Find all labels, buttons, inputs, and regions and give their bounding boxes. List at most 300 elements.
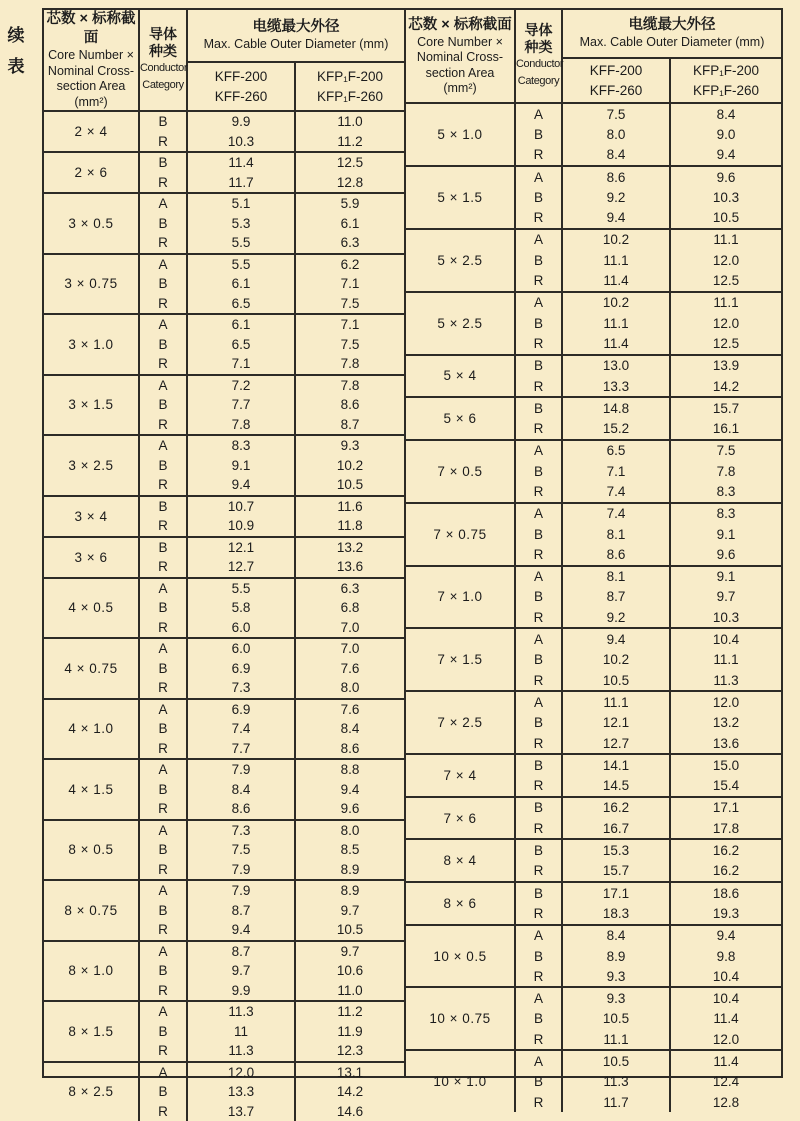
kfpf-diameter-cell: 5.9 [295, 193, 404, 214]
conductor-category-cell: B [139, 840, 187, 860]
kff-diameter-cell: 7.3 [187, 678, 295, 699]
conductor-category-cell: R [515, 333, 562, 354]
max-diameter-header [562, 10, 781, 58]
conductor-category-cell: R [139, 516, 187, 537]
conductor-category-cell: B [515, 797, 562, 818]
core-size-cell: 3 × 4 [44, 496, 139, 537]
conductor-category-cell: B [515, 882, 562, 903]
kff-diameter-cell: 15.2 [562, 418, 670, 439]
kfpf-diameter-cell: 8.0 [295, 820, 404, 841]
kff-diameter-cell: 12.7 [187, 557, 295, 578]
kff-diameter-cell: 6.9 [187, 699, 295, 720]
kff-diameter-cell: 9.2 [562, 187, 670, 207]
kff-diameter-cell: 6.0 [187, 638, 295, 659]
table-row [406, 754, 781, 775]
conductor-category-cell: B [139, 659, 187, 679]
conductor-category-cell: B [515, 355, 562, 376]
kfpf-diameter-cell: 9.3 [295, 435, 404, 456]
table-row [406, 987, 781, 1008]
kff-diameter-cell: 11.3 [187, 1041, 295, 1062]
core-size-cell: 3 × 1.0 [44, 314, 139, 375]
kff-diameter-cell: 14.1 [562, 754, 670, 775]
table-left-half [44, 10, 404, 1076]
kfpf-diameter-cell: 7.6 [295, 659, 404, 679]
kfpf-diameter-cell: 17.8 [670, 818, 781, 839]
size-group [406, 1050, 781, 1112]
kfpf-diameter-cell: 7.5 [670, 440, 781, 461]
conductor-category-cell: R [139, 678, 187, 699]
kff-diameter-cell: 16.2 [562, 797, 670, 818]
size-group [406, 925, 781, 988]
size-group [406, 882, 781, 925]
size-group [44, 496, 404, 537]
kfpf-diameter-cell: 14.2 [295, 1082, 404, 1102]
kff-diameter-cell: 9.9 [187, 111, 295, 132]
core-size-cell: 3 × 6 [44, 537, 139, 578]
conductor-category-cell: A [139, 578, 187, 599]
conductor-category-cell: R [139, 618, 187, 639]
conductor-category-cell: R [515, 861, 562, 882]
kfpf-diameter-cell: 9.1 [670, 566, 781, 587]
kff-diameter-cell: 12.7 [562, 733, 670, 754]
conductor-category-cell: R [139, 173, 187, 194]
kfpf-diameter-cell: 10.3 [670, 607, 781, 628]
max-diameter-header [187, 10, 404, 62]
size-group [406, 628, 781, 691]
conductor-category-cell: R [139, 799, 187, 820]
table-header [406, 10, 781, 103]
kfpf-diameter-cell: 12.3 [295, 1041, 404, 1062]
conductor-category-cell: R [139, 860, 187, 881]
conductor-category-cell: B [139, 335, 187, 355]
kfpf-diameter-cell: 8.9 [295, 860, 404, 881]
conductor-category-cell: A [515, 925, 562, 946]
conductor-category-cell: A [139, 759, 187, 780]
kfpf-diameter-cell: 13.6 [670, 733, 781, 754]
conductor-category-cell: B [515, 187, 562, 207]
kfpf-diameter-cell: 8.9 [295, 880, 404, 901]
conductor-category-cell: A [139, 435, 187, 456]
conductor-category-cell: R [515, 418, 562, 439]
table-row [44, 820, 404, 841]
kff-diameter-cell: 5.5 [187, 233, 295, 254]
conductor-category-cell: R [515, 1092, 562, 1112]
kfpf-diameter-cell: 11.8 [295, 516, 404, 537]
conductor-category-cell: A [515, 1050, 562, 1071]
kff-diameter-cell: 11.3 [187, 1001, 295, 1022]
core-size-cell: 8 × 6 [406, 882, 515, 925]
kfpf-diameter-cell: 9.7 [295, 941, 404, 962]
conductor-category-cell: A [515, 691, 562, 712]
kff-diameter-cell: 18.3 [562, 903, 670, 924]
size-group [44, 254, 404, 315]
kff-diameter-cell: 14.8 [562, 397, 670, 418]
size-group [44, 314, 404, 375]
kff-diameter-cell: 11.1 [562, 313, 670, 333]
size-group [44, 537, 404, 578]
kfpf-diameter-cell: 7.5 [295, 294, 404, 315]
kff-diameter-cell: 11.7 [562, 1092, 670, 1112]
conductor-category-cell: R [139, 1041, 187, 1062]
kfpf-diameter-cell: 16.2 [670, 839, 781, 860]
kff-diameter-cell: 7.1 [562, 461, 670, 481]
kfpf-diameter-cell: 8.3 [670, 481, 781, 502]
kff-diameter-cell: 7.4 [562, 503, 670, 524]
kff-diameter-cell: 7.7 [187, 395, 295, 415]
table-row [406, 440, 781, 461]
kfpf-diameter-cell: 12.5 [295, 152, 404, 173]
kff-diameter-cell: 8.7 [187, 941, 295, 962]
kfpf-diameter-cell: 12.0 [670, 313, 781, 333]
kfpf-diameter-cell: 11.3 [670, 670, 781, 691]
kff-diameter-cell: 9.9 [187, 981, 295, 1002]
kfpf-diameter-cell: 8.6 [295, 395, 404, 415]
kff-diameter-cell: 13.3 [187, 1082, 295, 1102]
conductor-category-cell: R [515, 776, 562, 797]
core-size-cell: 8 × 2.5 [44, 1062, 139, 1121]
kff-diameter-cell: 11.4 [562, 333, 670, 354]
kff-diameter-cell: 10.2 [562, 229, 670, 250]
kfpf-diameter-cell: 9.7 [670, 587, 781, 607]
cable-diameter-spec-table [42, 8, 783, 1078]
kff-diameter-cell: 10.3 [187, 132, 295, 153]
conductor-category-cell: B [139, 901, 187, 921]
size-group [406, 797, 781, 840]
kfpf-diameter-cell: 11.1 [670, 650, 781, 670]
kfpf-diameter-cell: 9.7 [295, 901, 404, 921]
size-group [406, 355, 781, 398]
size-group [44, 152, 404, 193]
core-size-cell: 7 × 6 [406, 797, 515, 840]
table-row [44, 537, 404, 558]
core-size-header-zh: 芯数 × 标称截面 [44, 10, 138, 48]
kff-diameter-cell: 8.4 [562, 145, 670, 166]
kff-diameter-cell: 5.8 [187, 598, 295, 618]
kff-diameter-cell: 5.3 [187, 214, 295, 234]
kff-diameter-cell: 9.3 [562, 966, 670, 987]
kfpf-diameter-cell: 9.4 [295, 780, 404, 800]
kff-diameter-cell: 6.1 [187, 274, 295, 294]
conductor-category-cell: R [139, 294, 187, 315]
size-group [406, 166, 781, 229]
core-size-cell: 5 × 1.5 [406, 166, 515, 229]
conductor-category-cell: R [515, 481, 562, 502]
core-size-unit: (mm²) [406, 81, 514, 97]
core-size-header-zh: 芯数 × 标称截面 [406, 16, 514, 35]
conductor-category-cell: B [515, 713, 562, 733]
conductor-header-zh: 导体种类 [516, 22, 561, 56]
conductor-category-cell: R [515, 733, 562, 754]
kff-diameter-cell: 9.2 [562, 607, 670, 628]
conductor-category-cell: B [515, 587, 562, 607]
core-size-header: 芯数 × 标称截面 Core Number × Nominal Cross- section Area (mm²) [44, 10, 139, 111]
kff-diameter-cell: 8.1 [562, 566, 670, 587]
conductor-category-cell: B [515, 397, 562, 418]
conductor-category-cell: A [515, 566, 562, 587]
kff-diameter-cell: 7.9 [187, 880, 295, 901]
kfpf-diameter-cell: 7.8 [295, 375, 404, 396]
kfpf-diameter-cell: 7.1 [295, 274, 404, 294]
core-size-cell: 4 × 1.0 [44, 699, 139, 760]
kff-diameter-cell: 8.6 [562, 166, 670, 187]
size-group [406, 292, 781, 355]
kfpf-diameter-cell: 6.3 [295, 233, 404, 254]
core-size-cell: 7 × 1.0 [406, 566, 515, 629]
conductor-category-cell: R [139, 1102, 187, 1121]
core-size-cell: 10 × 0.75 [406, 987, 515, 1050]
table-row [44, 1001, 404, 1022]
kfpf-column-header: KFP₁F-200 KFP₁F-260 [670, 58, 781, 103]
table-row [44, 1062, 404, 1083]
conductor-category-cell: R [515, 207, 562, 228]
kfpf-diameter-cell: 13.2 [295, 537, 404, 558]
conductor-category-cell: R [139, 132, 187, 153]
core-size-cell: 4 × 1.5 [44, 759, 139, 820]
table-row [406, 355, 781, 376]
conductor-category-cell: B [139, 152, 187, 173]
kfpf-diameter-cell: 6.8 [295, 598, 404, 618]
conductor-category-cell: R [515, 270, 562, 291]
kff-diameter-cell: 8.1 [562, 524, 670, 544]
table-row [44, 314, 404, 335]
kff-diameter-cell: 8.4 [187, 780, 295, 800]
table-row [44, 375, 404, 396]
table-row [44, 941, 404, 962]
kff-diameter-cell: 10.5 [562, 670, 670, 691]
kff-diameter-cell: 6.5 [187, 335, 295, 355]
table-right-half [406, 10, 781, 1076]
conductor-category-cell: B [515, 124, 562, 144]
core-size-cell: 7 × 1.5 [406, 628, 515, 691]
conductor-category-cell: A [139, 1001, 187, 1022]
core-size-cell: 4 × 0.75 [44, 638, 139, 699]
kfpf-diameter-cell: 14.6 [295, 1102, 404, 1121]
core-size-cell: 10 × 0.5 [406, 925, 515, 988]
core-size-cell: 5 × 6 [406, 397, 515, 440]
conductor-category-cell: A [515, 229, 562, 250]
core-size-cell: 10 × 1.0 [406, 1050, 515, 1112]
size-group [44, 759, 404, 820]
conductor-category-cell: B [139, 961, 187, 981]
size-group [406, 397, 781, 440]
table-row [44, 699, 404, 720]
size-group [406, 839, 781, 882]
kff-diameter-cell: 6.1 [187, 314, 295, 335]
kfpf-diameter-cell: 7.1 [295, 314, 404, 335]
core-size-cell: 8 × 0.75 [44, 880, 139, 941]
core-size-cell: 3 × 0.5 [44, 193, 139, 254]
conductor-category-cell: R [139, 233, 187, 254]
table-row [406, 1050, 781, 1071]
size-group [44, 638, 404, 699]
kff-diameter-cell: 12.0 [187, 1062, 295, 1083]
conductor-category-cell: R [139, 557, 187, 578]
kff-diameter-cell: 10.7 [187, 496, 295, 517]
conductor-category-cell: A [139, 375, 187, 396]
kfpf-diameter-cell: 11.0 [295, 981, 404, 1002]
conductor-category-cell: A [515, 987, 562, 1008]
kff-diameter-cell: 6.9 [187, 659, 295, 679]
conductor-category-cell: B [515, 839, 562, 860]
conductor-category-cell: R [515, 670, 562, 691]
table-row [44, 435, 404, 456]
kff-diameter-cell: 11.1 [562, 1029, 670, 1050]
kfpf-diameter-cell: 11.2 [295, 132, 404, 153]
kfpf-diameter-cell: 15.0 [670, 754, 781, 775]
kff-diameter-cell: 7.4 [187, 719, 295, 739]
kfpf-diameter-cell: 17.1 [670, 797, 781, 818]
kfpf-diameter-cell: 7.8 [295, 354, 404, 375]
kfpf-diameter-cell: 8.0 [295, 678, 404, 699]
conductor-category-cell: A [515, 166, 562, 187]
conductor-category-cell: B [515, 461, 562, 481]
kff-diameter-cell: 13.3 [562, 376, 670, 397]
conductor-category-cell: B [515, 524, 562, 544]
table-row [44, 578, 404, 599]
kff-diameter-cell: 8.4 [562, 925, 670, 946]
kff-diameter-cell: 9.3 [562, 987, 670, 1008]
kfpf-diameter-cell: 11.1 [670, 229, 781, 250]
kff-diameter-cell: 13.7 [187, 1102, 295, 1121]
conductor-category-cell: A [139, 1062, 187, 1083]
conductor-category-cell: B [515, 754, 562, 775]
kfpf-diameter-cell: 12.5 [670, 333, 781, 354]
conductor-category-cell: A [139, 941, 187, 962]
conductor-category-cell: R [515, 376, 562, 397]
size-group [44, 578, 404, 639]
conductor-category-cell: R [515, 145, 562, 166]
size-group [406, 987, 781, 1050]
conductor-category-cell: B [515, 1009, 562, 1029]
size-group [44, 1062, 404, 1121]
core-size-cell: 2 × 6 [44, 152, 139, 193]
kff-diameter-cell: 8.9 [562, 946, 670, 966]
conductor-category-cell: A [139, 314, 187, 335]
kfpf-diameter-cell: 19.3 [670, 903, 781, 924]
conductor-category-cell: R [515, 966, 562, 987]
continued-table-label-char: 续 [5, 20, 27, 51]
kff-diameter-cell: 6.5 [562, 440, 670, 461]
kfpf-diameter-cell: 12.0 [670, 691, 781, 712]
kff-diameter-cell: 11.4 [187, 152, 295, 173]
kfpf-diameter-cell: 11.9 [295, 1022, 404, 1042]
continued-table-label-char: 表 [5, 51, 27, 82]
kff-diameter-cell: 10.9 [187, 516, 295, 537]
kfpf-diameter-cell: 7.6 [295, 699, 404, 720]
kfpf-diameter-cell: 7.5 [295, 335, 404, 355]
table-row [44, 880, 404, 901]
table-row [44, 496, 404, 517]
kfpf-diameter-cell: 11.1 [670, 292, 781, 313]
cable-diameter-table-left [44, 10, 404, 1121]
kff-diameter-cell: 11.1 [562, 691, 670, 712]
kfpf-diameter-cell: 12.5 [670, 270, 781, 291]
kfpf-diameter-cell: 10.4 [670, 987, 781, 1008]
table-row [44, 111, 404, 132]
kfpf-diameter-cell: 10.4 [670, 966, 781, 987]
size-group [406, 229, 781, 292]
core-size-cell: 3 × 2.5 [44, 435, 139, 496]
kfpf-diameter-cell: 8.8 [295, 759, 404, 780]
table-row [406, 882, 781, 903]
core-size-cell: 8 × 4 [406, 839, 515, 882]
kff-column-header: KFF-200 KFF-260 [187, 62, 295, 111]
kff-diameter-cell: 7.1 [187, 354, 295, 375]
size-group [406, 566, 781, 629]
core-size-cell: 7 × 0.75 [406, 503, 515, 566]
kfpf-diameter-cell: 10.6 [295, 961, 404, 981]
kfpf-diameter-cell: 10.5 [295, 920, 404, 941]
kff-diameter-cell: 10.5 [562, 1009, 670, 1029]
table-row [44, 254, 404, 275]
table-row [406, 397, 781, 418]
kfpf-diameter-cell: 8.6 [295, 739, 404, 760]
conductor-category-cell: B [515, 946, 562, 966]
conductor-category-header: 导体种类 Conductor Category [139, 10, 187, 111]
kff-diameter-cell: 7.4 [562, 481, 670, 502]
core-size-cell: 7 × 2.5 [406, 691, 515, 754]
kfpf-diameter-cell: 7.0 [295, 618, 404, 639]
conductor-category-cell: A [515, 440, 562, 461]
kff-diameter-cell: 11.7 [187, 173, 295, 194]
conductor-category-cell: R [515, 818, 562, 839]
kfpf-diameter-cell: 6.3 [295, 578, 404, 599]
kfpf-diameter-cell: 12.8 [670, 1092, 781, 1112]
kfpf-diameter-cell: 6.2 [295, 254, 404, 275]
conductor-category-cell: B [515, 1072, 562, 1092]
kff-diameter-cell: 12.1 [562, 713, 670, 733]
kff-diameter-cell: 8.0 [562, 124, 670, 144]
kfpf-diameter-cell: 10.2 [295, 456, 404, 476]
conductor-category-cell: A [139, 820, 187, 841]
core-size-cell: 2 × 4 [44, 111, 139, 152]
kff-diameter-cell: 9.4 [187, 475, 295, 496]
max-diameter-header-zh: 电缆最大外径 [188, 18, 404, 37]
size-group [44, 375, 404, 436]
conductor-category-cell: A [515, 292, 562, 313]
kfpf-diameter-cell: 7.0 [295, 638, 404, 659]
kfpf-diameter-cell: 9.4 [670, 145, 781, 166]
kff-diameter-cell: 7.3 [187, 820, 295, 841]
conductor-category-cell: B [139, 496, 187, 517]
conductor-category-cell: A [139, 880, 187, 901]
kff-diameter-cell: 9.4 [562, 628, 670, 649]
kfpf-diameter-cell: 16.2 [670, 861, 781, 882]
size-group [44, 699, 404, 760]
kff-diameter-cell: 9.4 [187, 920, 295, 941]
kfpf-diameter-cell: 10.3 [670, 187, 781, 207]
core-size-cell: 5 × 1.0 [406, 103, 515, 166]
core-size-cell: 7 × 4 [406, 754, 515, 797]
kff-diameter-cell: 9.7 [187, 961, 295, 981]
kff-diameter-cell: 17.1 [562, 882, 670, 903]
kff-diameter-cell: 6.5 [187, 294, 295, 315]
core-size-header: 芯数 × 标称截面 Core Number × Nominal Cross- section Area (mm²) [406, 10, 515, 103]
conductor-category-cell: B [139, 1082, 187, 1102]
max-diameter-header-zh: 电缆最大外径 [563, 16, 781, 35]
kfpf-diameter-cell: 7.8 [670, 461, 781, 481]
table-row [44, 759, 404, 780]
kfpf-diameter-cell: 9.1 [670, 524, 781, 544]
conductor-category-cell: A [139, 193, 187, 214]
kfpf-diameter-cell: 16.1 [670, 418, 781, 439]
size-group [406, 103, 781, 166]
kfpf-diameter-cell: 14.2 [670, 376, 781, 397]
core-size-cell: 5 × 2.5 [406, 292, 515, 355]
kfpf-diameter-cell: 10.5 [295, 475, 404, 496]
kff-diameter-cell: 7.9 [187, 759, 295, 780]
conductor-category-cell: B [139, 456, 187, 476]
